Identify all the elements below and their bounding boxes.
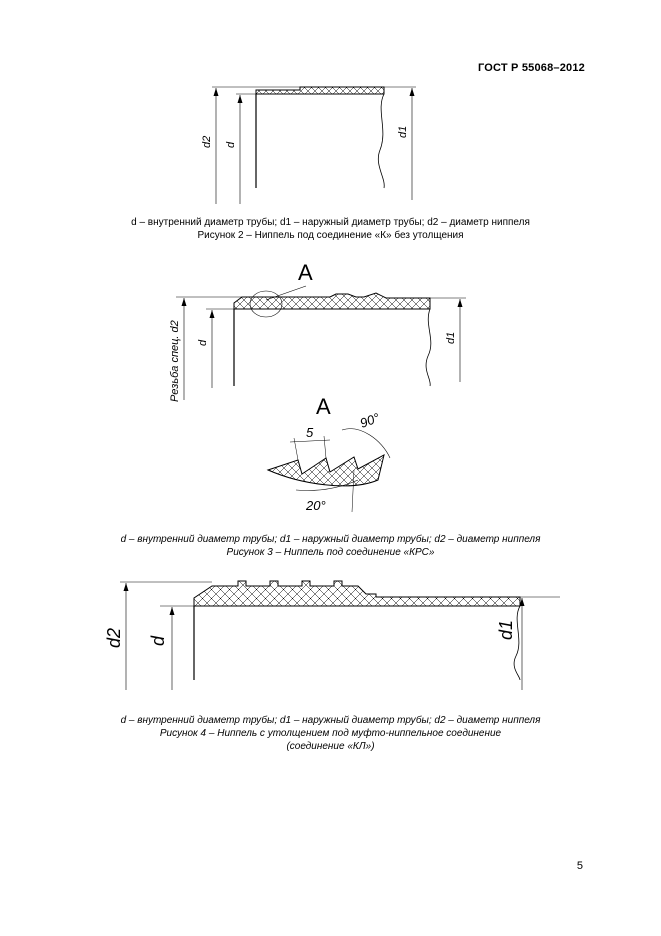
pitch-label: 5 <box>306 425 314 440</box>
dim-label-d1: d1 <box>445 331 457 344</box>
detail-view-title: А <box>316 394 331 419</box>
thread-spec-label: Резьба спец. d2 <box>169 320 181 402</box>
figure-4-drawing <box>0 575 661 695</box>
figure-3-caption: Рисунок 3 – Ниппель под соединение «КРС» <box>226 547 435 558</box>
figure-3-legend: d – внутренний диаметр трубы; d1 – наружный диаметр трубы; d2 – диаметр ниппеля <box>120 534 541 545</box>
figure-2-legend: d – внутренний диаметр трубы; d1 – наружный диаметр трубы; d2 – диаметр ниппеля <box>131 217 530 228</box>
angle-90-label: 90° <box>357 409 382 431</box>
angle-20-label: 20° <box>306 498 326 513</box>
dim-label-d: d <box>225 141 237 148</box>
figure-2-drawing <box>0 70 661 200</box>
dim-label-d1: d1 <box>496 619 516 640</box>
dim-label-d: d <box>148 635 168 646</box>
dim-label-d2: d2 <box>201 135 213 148</box>
page-number: 5 <box>576 860 583 872</box>
figure-4-caption-continued: (соединение «КЛ») <box>286 741 375 752</box>
dim-label-d1: d1 <box>397 125 409 138</box>
document-id: ГОСТ Р 55068–2012 <box>477 62 585 74</box>
figure-2-caption: Рисунок 2 – Ниппель под соединение «К» без утолщения <box>197 230 464 241</box>
dim-label-d: d <box>197 339 209 346</box>
figure-4-caption: Рисунок 4 – Ниппель с утолщением под муфто-ниппельное соединение <box>159 728 502 739</box>
figure-3-drawing <box>0 255 661 520</box>
view-marker-a: A <box>298 260 313 285</box>
dim-label-d2: d2 <box>104 627 124 648</box>
figure-4-legend: d – внутренний диаметр трубы; d1 – наружный диаметр трубы; d2 – диаметр ниппеля <box>120 715 541 726</box>
